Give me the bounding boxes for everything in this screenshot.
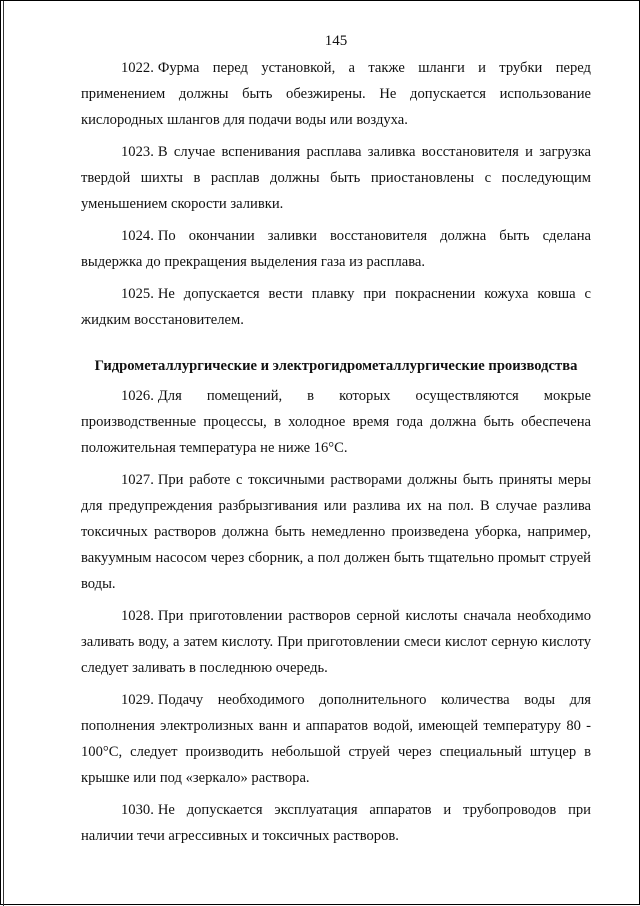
clause-text: Подачу необходимого дополнительного количества воды для пополнения электролизных ванн и аппаратов водой, имеющей температуру 80 - 100°С, следует производить небольшой струей через специальный штуцер в крышке или под «зеркало» раствора. xyxy=(81,692,591,786)
clause-text: Для помещений, в которых осуществляются мокрые производственные процессы, в холодное время года должна быть обеспечена положительная температура не ниже 16°С. xyxy=(81,388,591,456)
clause-number: 1029. xyxy=(121,692,154,708)
clause-number: 1023. xyxy=(121,144,154,160)
paragraph-1023 xyxy=(81,139,591,217)
clause-text: При работе с токсичными растворами должны быть приняты меры для предупреждения разбрызгивания или разлива их на пол. В случае разлива токсичных растворов должна быть немедленно произведена уборка, например, вакуумным насосом через сборник, а пол должен быть тщательно промыт струей воды. xyxy=(81,472,591,592)
paragraph-1029 xyxy=(81,687,591,791)
page-number: 145 xyxy=(324,33,348,49)
scan-edge-line xyxy=(3,1,4,906)
clause-text: Фурма перед установкой, а также шланги и трубки перед применением должны быть обезжирены. Не допускается использование кислородных шлангов для подачи воды или воздуха. xyxy=(81,60,591,128)
clause-number: 1028. xyxy=(121,608,154,624)
clause-text: Не допускается вести плавку при покраснении кожуха ковша с жидким восстановителем. xyxy=(81,286,591,328)
paragraph-1026 xyxy=(81,383,591,461)
paragraph-1024 xyxy=(81,223,591,275)
clause-text: В случае вспенивания расплава заливка восстановителя и загрузка твердой шихты в расплав должны быть приостановлены с последующим уменьшением скорости заливки. xyxy=(81,144,591,212)
section-heading: Гидрометаллургические и электрогидрометаллургические производства xyxy=(94,358,578,374)
paragraph-1030 xyxy=(81,797,591,849)
paragraph-1025 xyxy=(81,281,591,333)
clause-number: 1030. xyxy=(121,802,154,818)
paragraph-1022 xyxy=(81,55,591,133)
clause-text: По окончании заливки восстановителя должна быть сделана выдержка до прекращения выделения газа из расплава. xyxy=(81,228,591,270)
clause-text: Не допускается эксплуатация аппаратов и трубопроводов при наличии течи агрессивных и токсичных растворов. xyxy=(81,802,591,844)
page-content xyxy=(81,31,591,855)
clause-number: 1027. xyxy=(121,472,154,488)
clause-number: 1024. xyxy=(121,228,154,244)
clause-number: 1026. xyxy=(121,388,154,404)
clause-number: 1022. xyxy=(121,60,154,76)
paragraph-1028 xyxy=(81,603,591,681)
clause-number: 1025. xyxy=(121,286,154,302)
paragraph-1027 xyxy=(81,467,591,597)
clause-text: При приготовлении растворов серной кислоты сначала необходимо заливать воду, а затем кислоту. При приготовлении смеси кислот серную кислоту следует заливать в последнюю очередь. xyxy=(81,608,591,676)
